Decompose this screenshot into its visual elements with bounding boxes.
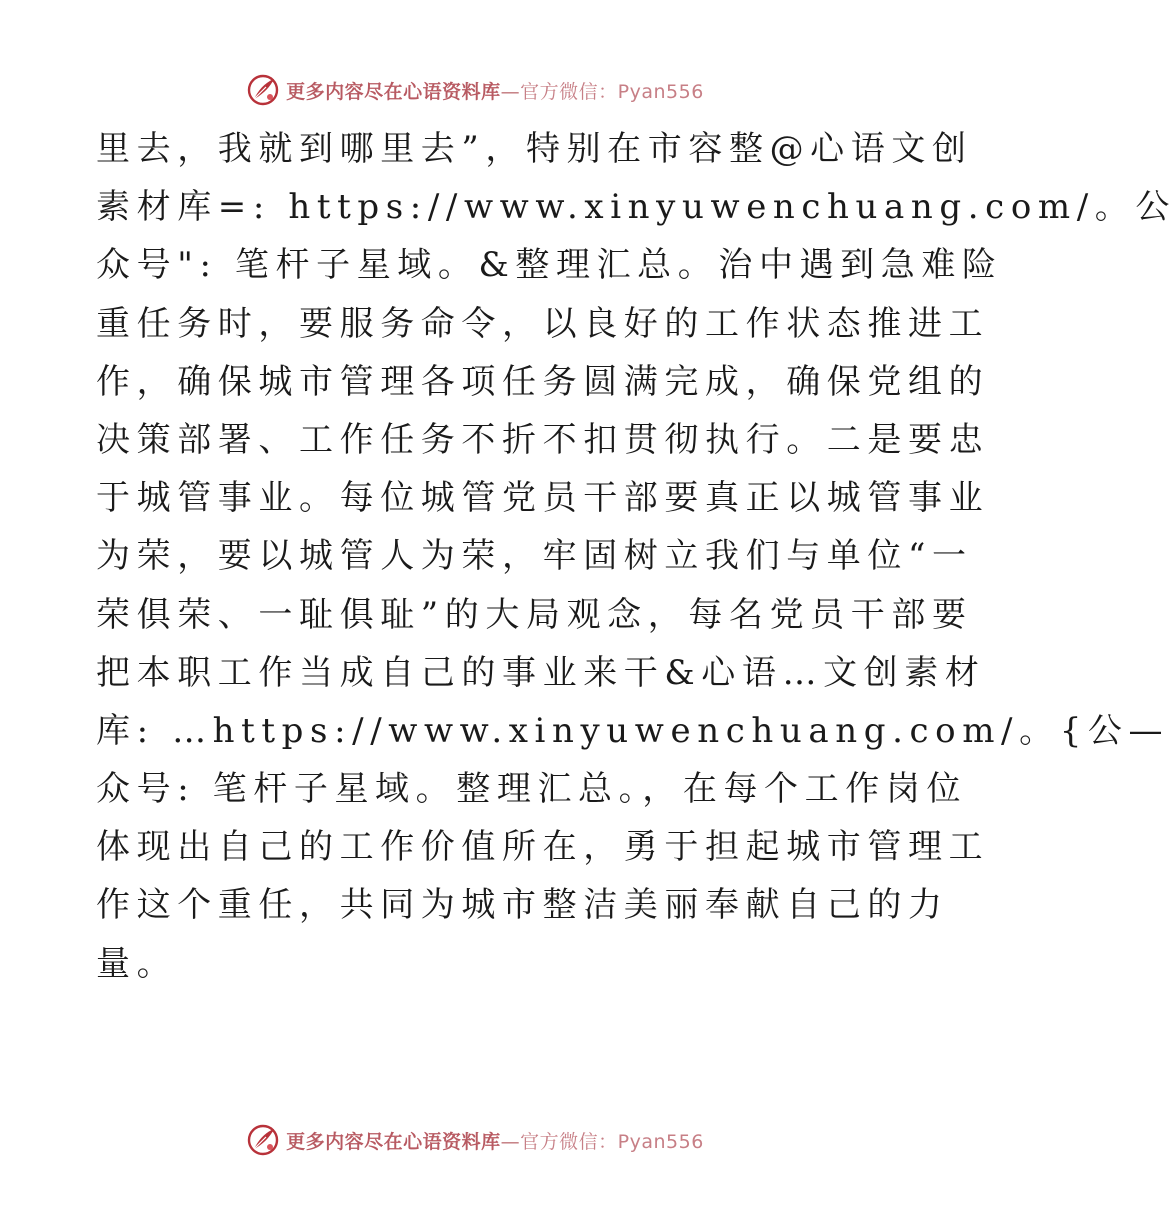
banner-lead-text: 更多内容尽在心语资料库 xyxy=(286,80,501,103)
body-line: 众号: 笔杆子星域。整理汇总。，在每个工作岗位 xyxy=(96,769,968,810)
banner-dash: — xyxy=(500,1130,521,1153)
body-line: 众号": 笔杆子星域。&整理汇总。治中遇到急难险 xyxy=(96,245,1003,286)
body-line: 作，确保城市管理各项任务圆满完成，确保党组的 xyxy=(96,361,990,402)
body-line: 于城管事业。每位城管党员干部要真正以城管事业 xyxy=(96,478,990,519)
body-line: 为荣，要以城管人为荣，牢固树立我们与单位“一 xyxy=(96,536,973,577)
banner-wechat-text: 官方微信：Pyan556 xyxy=(520,1130,704,1153)
body-line: 量。 xyxy=(96,943,178,984)
body-line: 重任务时，要服务命令，以良好的工作状态推进工 xyxy=(96,303,990,344)
body-line: 里去，我就到哪里去”，特别在市容整@心语文创 xyxy=(96,129,973,169)
header-banner-text xyxy=(286,77,704,104)
banner-dash: — xyxy=(500,80,521,103)
body-line: 作这个重任，共同为城市整洁美丽奉献自己的力 xyxy=(96,885,949,926)
quill-logo-icon xyxy=(246,73,280,107)
body-line: 素材库=: https://www.xinyuwenchuang.com/。公 xyxy=(96,187,1176,228)
body-line: 决策部署、工作任务不折不扣贯彻执行。二是要忠 xyxy=(96,419,990,460)
body-line: 体现出自己的工作价值所在，勇于担起城市管理工 xyxy=(96,827,990,868)
footer-banner-text xyxy=(286,1127,704,1154)
banner-lead-text: 更多内容尽在心语资料库 xyxy=(286,1130,501,1153)
body-line: 把本职工作当成自己的事业来干&心语…文创素材 xyxy=(96,652,986,693)
footer-banner xyxy=(0,1120,950,1160)
banner-wechat-text: 官方微信：Pyan556 xyxy=(520,80,704,103)
document-body xyxy=(96,120,1176,993)
quill-logo-icon xyxy=(246,1123,280,1157)
body-line: 库: …https://www.xinyuwenchuang.com/。{公— xyxy=(96,710,1170,751)
header-banner xyxy=(0,70,950,110)
body-line: 荣俱荣、一耻俱耻”的大局观念，每名党员干部要 xyxy=(96,594,973,635)
